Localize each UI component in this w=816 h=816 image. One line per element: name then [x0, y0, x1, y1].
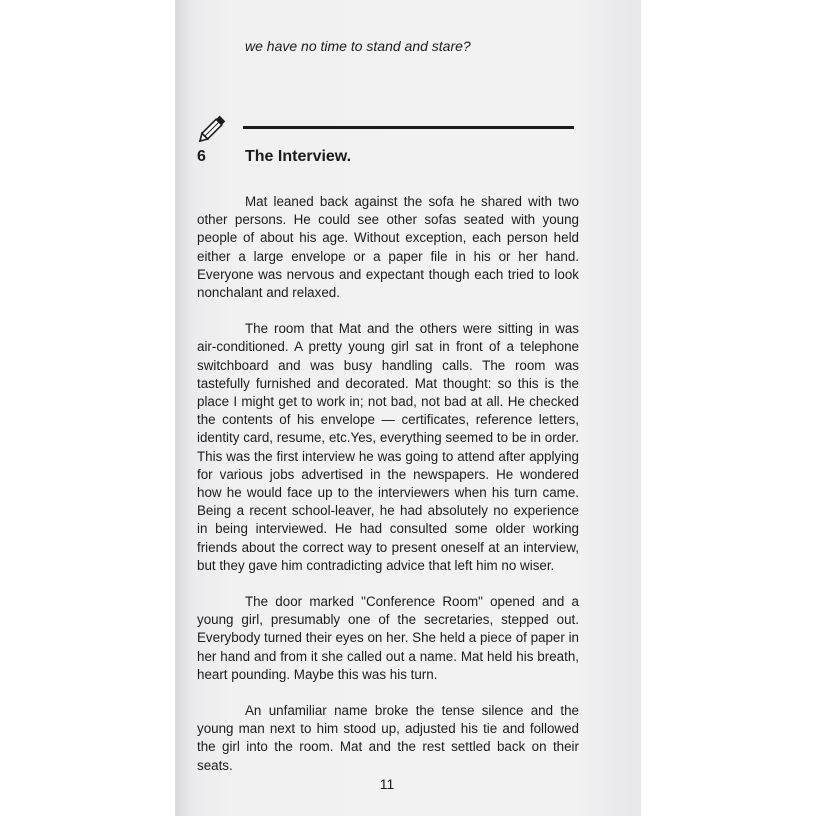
paragraph: An unfamiliar name broke the tense silence and the young man next to him stood up, adjusted his tie and followed the girl into the room. Mat and the rest settled back on their seats.	[197, 703, 579, 773]
chapter-number: 6	[197, 148, 206, 165]
page-number: 11	[379, 776, 395, 792]
chapter-heading	[197, 148, 351, 166]
chapter-title: The Interview.	[245, 148, 352, 165]
pencil-icon	[197, 110, 231, 144]
show-through-text	[360, 40, 645, 192]
book-page	[175, 0, 641, 816]
chapter-body	[197, 193, 579, 793]
section-rule	[243, 126, 574, 129]
paragraph: The room that Mat and the others were sitting in was air-conditioned. A pretty young girl sat in front of a telephone switchboard and was busy handling calls. The room was tastefully furnished and decorated. Mat thought: so this is the place I might get to work in; not bad, not bad at all. He checked the contents of his envelope — certificates, reference letters, identity card, resume, etc.Yes, everything seemed to be in order. This was the first interview he was going to attend after applying for various jobs advertised in the newspapers. He wondered how he would face up to the interviewers when his turn came. Being a recent school-leaver, he had absolutely no experience in being interviewed. He had consulted some older working friends about the correct way to present oneself at an interview, but they gave him contradicting advice that left him no wiser.	[197, 321, 579, 573]
intro-line: we have no time to stand and stare?	[245, 38, 471, 54]
paragraph: The door marked "Conference Room" opened and a young girl, presumably one of the secretaries, stepped out. Everybody turned their eyes on her. She held a piece of paper in her hand and from it she called out a name. Mat held his breath, heart pounding. Maybe this was his turn.	[197, 594, 579, 682]
paragraph: Mat leaned back against the sofa he shared with two other persons. He could see other sofas seated with young people of about his age. Without exception, each person held either a large envelope or a paper file in his or her hand. Everyone was nervous and expectant though each tried to look nonchalant and relaxed.	[197, 194, 579, 301]
